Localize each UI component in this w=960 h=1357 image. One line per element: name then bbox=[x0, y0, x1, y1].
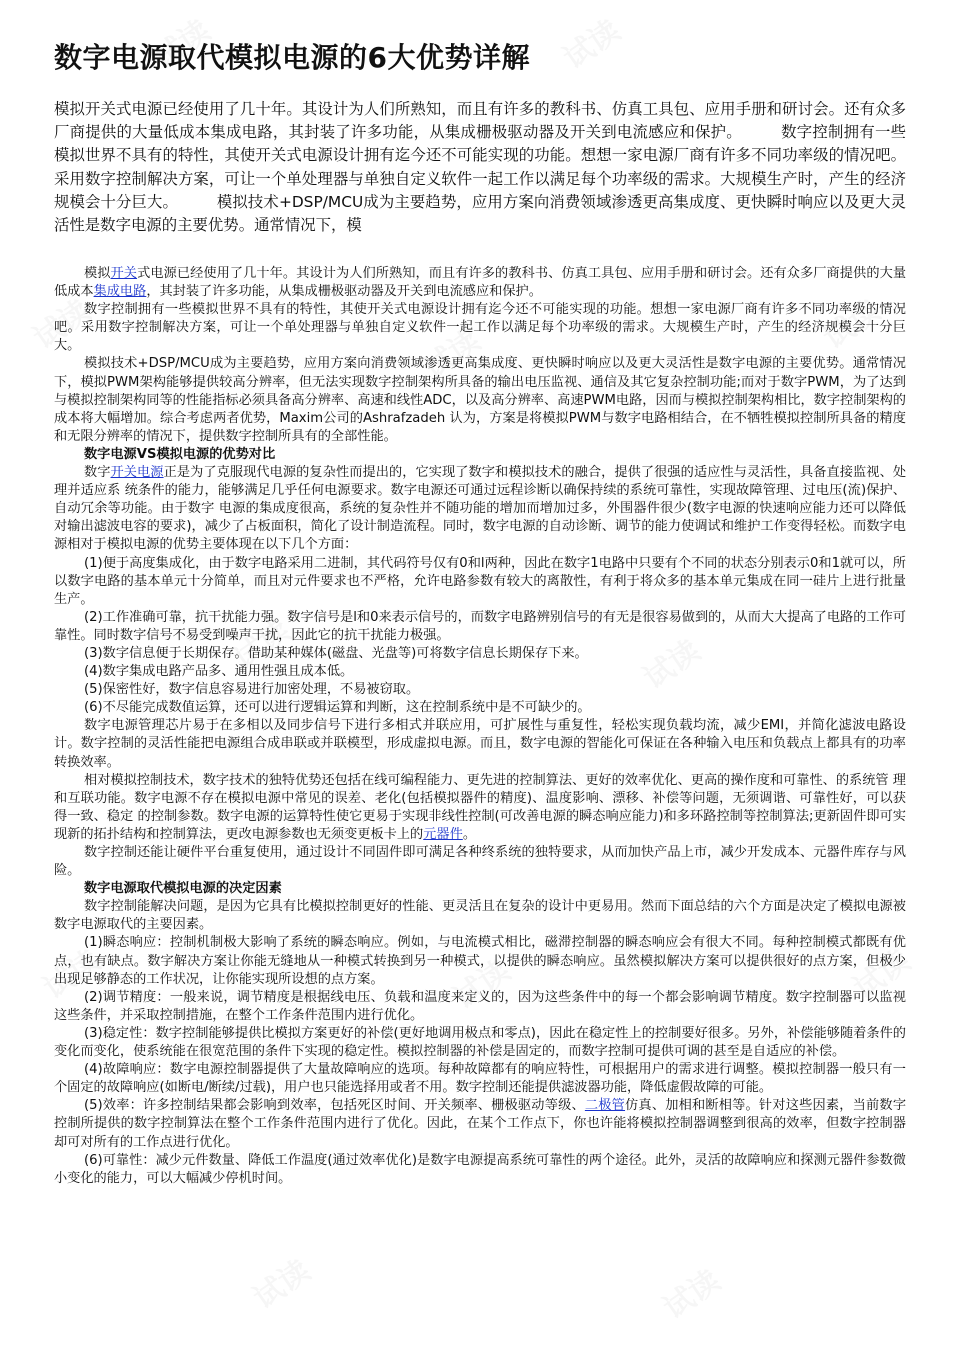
list-item bbox=[54, 1097, 906, 1151]
paragraph bbox=[54, 265, 906, 301]
text: 仿真、加相和断相等。针对这些因素，当前数字控制所提供的数字控制算法在整个工作条件范围内进行了优化。因此，在某个工作点下，你也许能将模拟控制器调整到很高的效率，但数字控制器却可对所有的工作点进行优化。 bbox=[54, 1098, 907, 1150]
watermark bbox=[553, 7, 627, 77]
list-item: (1)便于高度集成化，由于数字电路采用二进制，其代码符号仅有0和l两种，因此在数字1电路中只要有个不同的状态分别表示0和1就可以，所以数字电路的基本单元十分简单，而且对元件要求也不严格，允许电路参数有较大的离散性，有利于将众多的基本单元集成在同一硅片上进行批量生产。 bbox=[54, 555, 906, 607]
page-title: 数字电源取代模拟电源的6大优势详解 bbox=[54, 41, 530, 74]
link-switch[interactable]: 开关 bbox=[110, 266, 138, 281]
list-item: (2)工作准确可靠，抗干扰能力强。数字信号是l和0来表示信号的，而数字电路辨别信号的有无是很容易做到的，从而大大提高了电路的工作可靠性。同时数字信号不易受到噪声干扰，因此它的抗干扰能力极强。 bbox=[54, 609, 906, 643]
paragraph: 数字控制还能让硬件平台重复使用，通过设计不同固件即可满足各种终系统的独特要求，从而加快产品上市，减少开发成本、元器件库存与风险。 bbox=[54, 845, 906, 879]
list-item: (5)保密性好，数字信息容易进行加密处理，不易被窃取。 bbox=[84, 682, 420, 698]
section-heading: 数字电源取代模拟电源的决定因素 bbox=[84, 881, 282, 897]
list-item: (4)数字集成电路产品多、通用性强且成本低。 bbox=[84, 664, 354, 680]
paragraph: 数字控制拥有一些模拟世界不具有的特性，其使开关式电源设计拥有迄今还不可能实现的功能。想想一家电源厂商有许多不同功率级的情况吧。采用数字控制解决方案，可让一个单处理器与单独自定义软件一起工作以满足每个功率级的需求。大规模生产时，产生的经济规模会十分巨大。 bbox=[54, 302, 906, 354]
text: ，其封装了许多功能，从集成栅极驱动器及开关到电流感应和保护。 bbox=[146, 284, 542, 300]
text: (5)效率：许多控制结果都会影响到效率，包括死区时间、开关频率、栅极驱动等级、 bbox=[84, 1098, 585, 1114]
watermark bbox=[653, 1257, 727, 1327]
link-components[interactable]: 元器件 bbox=[423, 826, 463, 842]
link-diode[interactable]: 二极管 bbox=[584, 1098, 626, 1114]
list-item: (6)可靠性：减少元件数量、降低工作温度(通过效率优化)是数字电源提高系统可靠性的两个途径。此外，灵活的故障响应和探测元器件参数微小变化的能力，可以大幅减少停机时间。 bbox=[54, 1152, 906, 1186]
paragraph bbox=[54, 772, 906, 844]
list-item: (1)瞬态响应：控制机制极大影响了系统的瞬态响应。例如，与电流模式相比，磁滞控制器的瞬态响应会有很大不同。每种控制模式都既有优点，也有缺点。数字解决方案让你能无缝地从一种模式转换到另一种模式，以提供的瞬态响应。虽然模拟解决方案可以提供很好的点方案，但极少出现足够静态的工作状况，让你能实现所设想的点方案。 bbox=[54, 935, 906, 987]
text: 数字 bbox=[84, 465, 111, 481]
section-heading: 数字电源VS模拟电源的优势对比 bbox=[84, 446, 276, 462]
paragraph: 模拟技术+DSP/MCU成为主要趋势，应用方案向消费领域渗透更高集成度、更快瞬时响应以及更大灵活性是数字电源的主要优势。通常情况下，模拟PWM架构能够提供较高分辨率，但无法实现数字控制架构所具备的输出电压监视、通信及其它复杂控制功能;而对于数字PWM，为了达到与模拟控制架构同等的性能指标必须具备高分辨率、高速和线性ADC，以及高分辨率、高速PWM电路，因而与模拟控制架构相比，数字控制架构的成本将大幅增加。综合考虑两者优势，Maxim公司的Ashrafzadeh 认为，方案是将模拟PWM与数字电路相结合，在不牺牲模拟控制所具备的精度和无限分辨率的情况下，提供数字控制所具有的全部性能。 bbox=[54, 356, 906, 444]
summary-paragraph bbox=[54, 98, 906, 237]
summary-sentence: 模拟开关式电源已经使用了几十年。其设计为人们所熟知，而且有许多的教科书、仿真工具包、应用手册和研讨会。还有众多厂商提供的大量低成本集成电路，其封装了许多功能，从集成栅极驱动器及开关到电流感应和保护。 bbox=[54, 100, 906, 142]
list-item: (6)不尽能完成数值运算，还可以进行逻辑运算和判断，这在控制系统中是不可缺少的。 bbox=[84, 700, 591, 716]
text: 模拟 bbox=[84, 266, 111, 281]
link-integrated-circuit[interactable]: 集成电路 bbox=[93, 284, 147, 300]
summary-sentence: 数字控制拥有一些模拟世界不具有的特性，其使开关式电源设计拥有迄今还不可能实现的功能。想想一家电源厂商有许多不同功率级的情况吧。采用数字控制解决方案，可让一个单处理器与单独自定义软件一起工作以满足每个功率级的需求。大规模生产时，产生的经济规模会十分巨大。 bbox=[54, 123, 906, 211]
link-switching-power-supply[interactable]: 开关电源 bbox=[110, 465, 164, 481]
paragraph: 数字电源管理芯片易于在多相以及同步信号下进行多相式并联应用，可扩展性与重复性，轻松实现负载均流，减少EMI，并简化滤波电路设 计。数字控制的灵活性能把电源组合成串联或并联模型，形成虚拟电源。而且，数字电源的智能化可保证在各种输入电压和负载点上都具有的功率转换效率。 bbox=[54, 718, 906, 770]
list-item: (2)调节精度：一般来说，调节精度是根据线电压、负载和温度来定义的，因为这些条件中的每一个都会影响调节精度。数字控制器可以监视这些条件，并采取控制措施，在整个工作条件范围内进行优化。 bbox=[54, 989, 906, 1023]
paragraph bbox=[54, 464, 906, 554]
article-body bbox=[54, 265, 906, 1188]
text: 。 bbox=[462, 826, 476, 842]
summary-sentence: 模拟技术+DSP/MCU成为主要趋势，应用方案向消费领域渗透更高集成度、更快瞬时响应以及更大灵活性是数字电源的主要优势。通常情况下，模 bbox=[54, 192, 906, 235]
list-item: (3)稳定性：数字控制能够提供比模拟方案更好的补偿(更好地调用极点和零点)，因此在稳定性上的控制要好很多。另外，补偿能够随着条件的变化而变化，使系统能在很宽范围的条件下实现的稳定性。模拟控制器的补偿是固定的，而数字控制可提供可调的甚至是自适应的补偿。 bbox=[54, 1025, 906, 1060]
list-item: (3)数字信息便于长期保存。借助某种媒体(磁盘、光盘等)可将数字信息长期保存下来。 bbox=[84, 645, 588, 661]
list-item: (4)故障响应：数字电源控制器提供了大量故障响应的选项。每种故障都有的响应特性，可根据用户的需求进行调整。模拟控制器一般只有一个固定的故障响应(如断电/断续/过载)，用户也只能选择用或者不用。数字控制还能提供滤波器功能，降低虚假故障的可能。 bbox=[54, 1062, 906, 1096]
text: 式电源已经使用了几十年。其设计为人们所熟知，而且有许多的教科书、仿真工具包、应用手册和研讨会。还有众多厂商提供的大量低成本 bbox=[54, 266, 907, 300]
text: 正是为了克服现代电源的复杂性而提出的，它实现了数字和模拟技术的融合，提供了很强的适应性与灵活性，具备直接监视、处理并适应系 统条件的能力，能够满足几乎任何电源要求。数字电源还可通过远程诊断以确保持续的系统可靠性，实现故障管理、过电压(流)保护、自动冗余等功能。由于数字 电源的集成度很高，系统的复杂性并不随功能的增加而增加过多，外围器件很少(数字电源的快速响应能力还可以降低对输出滤波电容的要求)，减少了占板面积，简化了设计制造流程。同时，数字电源的自动诊断、调节的能力使调试和维护工作变得轻松。而数字电源相对于模拟电源的优势主要体现在以下几个方面： bbox=[54, 465, 907, 553]
text: 相对模拟控制技术，数字技术的独特优势还包括在线可编程能力、更先进的控制算法、更好的效率优化、更高的操作度和可靠性、的系统管 理和互联功能。数字电源不存在模拟电源中常见的误差、老化(包括模拟器件的精度)、温度影响、漂移、补偿等问题，无须调谐、可靠性好，可以获得一致、稳定 的控制参数。数字电源的运算特性使它更易于实现非线性控制(可改善电源的瞬态响应能力)和多环路控制等控制算法;更新固件即可实现新的拓扑结构和控制算法，更改电源参数也无须变更板卡上的 bbox=[54, 772, 906, 842]
paragraph: 数字控制能解决问题，是因为它具有比模拟控制更好的性能、更灵活且在复杂的设计中更易用。然而下面总结的六个方面是决定了模拟电源被数字电源取代的主要因素。 bbox=[54, 899, 906, 933]
watermark bbox=[243, 1247, 317, 1317]
